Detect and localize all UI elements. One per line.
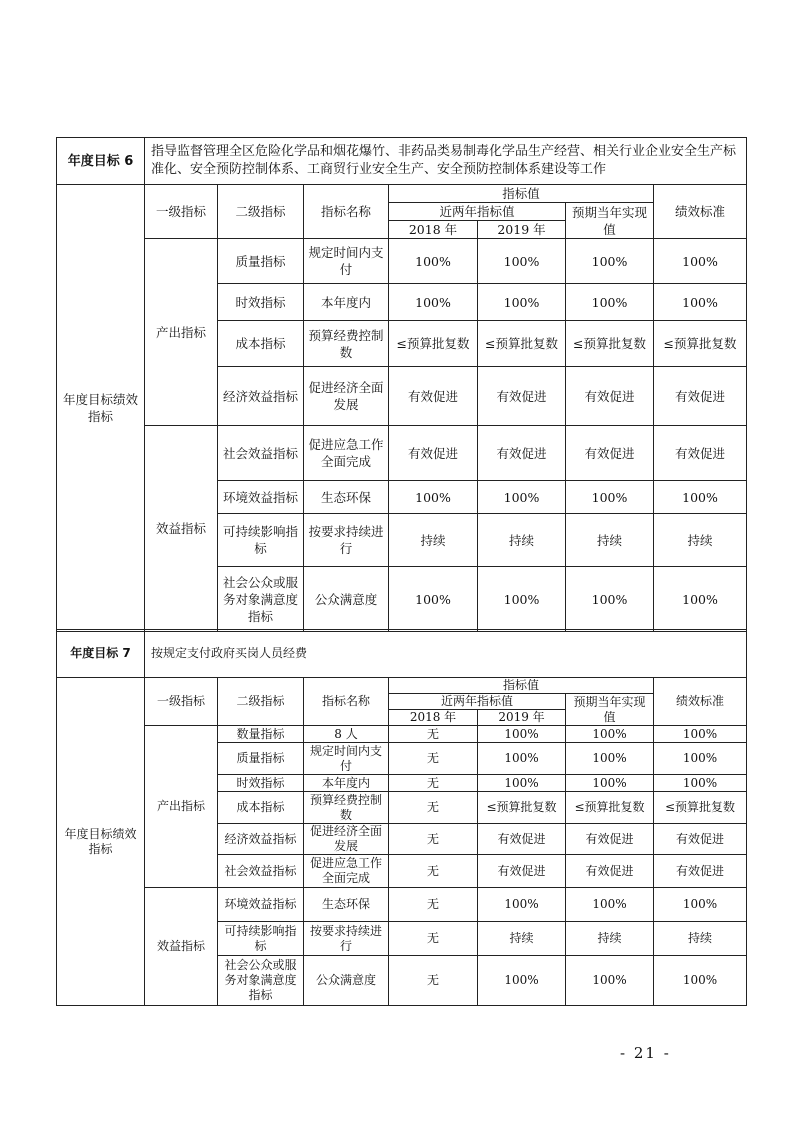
indicator-name: 本年度内 [304, 775, 389, 792]
value-standard: 持续 [654, 514, 747, 567]
value-2019: 100% [478, 284, 566, 321]
value-2018: ≤预算批复数 [389, 321, 478, 367]
goal6-label: 年度目标 6 [57, 138, 145, 185]
value-2019: 有效促进 [478, 367, 566, 426]
value-standard: 100% [654, 956, 747, 1006]
level2-cell: 可持续影响指标 [218, 514, 304, 567]
header-level2: 二级指标 [218, 678, 304, 726]
value-expected: 有效促进 [566, 824, 654, 855]
value-standard: 有效促进 [654, 824, 747, 855]
level2-cell: 成本指标 [218, 792, 304, 824]
value-expected: ≤预算批复数 [566, 792, 654, 824]
value-standard: 有效促进 [654, 367, 747, 426]
level2-cell: 时效指标 [218, 775, 304, 792]
indicator-name: 按要求持续进行 [304, 514, 389, 567]
level2-cell: 成本指标 [218, 321, 304, 367]
goal7-text: 按规定支付政府买岗人员经费 [145, 630, 747, 678]
value-expected: 有效促进 [566, 367, 654, 426]
value-standard: 100% [654, 284, 747, 321]
value-standard: 100% [654, 743, 747, 775]
category-benefit: 效益指标 [145, 426, 218, 632]
value-2019: ≤预算批复数 [478, 321, 566, 367]
value-2018: 无 [389, 824, 478, 855]
value-2019: 100% [478, 743, 566, 775]
indicator-name: 促进应急工作全面完成 [304, 855, 389, 888]
value-expected: 100% [566, 284, 654, 321]
header-2018: 2018 年 [389, 221, 478, 239]
value-expected: 100% [566, 775, 654, 792]
indicator-name: 按要求持续进行 [304, 922, 389, 956]
value-standard: 持续 [654, 922, 747, 956]
page-number: - 21 - [620, 1044, 671, 1062]
value-2018: 100% [389, 239, 478, 284]
level2-cell: 质量指标 [218, 239, 304, 284]
value-standard: 100% [654, 567, 747, 632]
value-expected: 100% [566, 743, 654, 775]
value-standard: 100% [654, 481, 747, 514]
perf-label: 年度目标绩效指标 [57, 678, 145, 1006]
value-2018: 100% [389, 481, 478, 514]
value-expected: 持续 [566, 922, 654, 956]
value-2018: 100% [389, 284, 478, 321]
header-value: 指标值 [389, 185, 654, 203]
header-value: 指标值 [389, 678, 654, 694]
indicator-name: 公众满意度 [304, 956, 389, 1006]
level2-cell: 社会效益指标 [218, 426, 304, 481]
table-row [57, 726, 747, 743]
indicator-name: 规定时间内支付 [304, 239, 389, 284]
goal7-table [56, 629, 747, 1006]
value-2019: 100% [478, 481, 566, 514]
value-2018: 无 [389, 792, 478, 824]
value-2018: 无 [389, 743, 478, 775]
value-standard: 100% [654, 239, 747, 284]
category-benefit: 效益指标 [145, 888, 218, 1006]
value-expected: ≤预算批复数 [566, 321, 654, 367]
level2-cell: 社会效益指标 [218, 855, 304, 888]
header-2018: 2018 年 [389, 710, 478, 726]
value-2018: 有效促进 [389, 426, 478, 481]
level2-cell: 社会公众或服务对象满意度指标 [218, 567, 304, 632]
value-2019: 持续 [478, 514, 566, 567]
level2-cell: 可持续影响指标 [218, 922, 304, 956]
goal6-text: 指导监督管理全区危险化学品和烟花爆竹、非药品类易制毒化学品生产经营、相关行业企业安全生产标准化、安全预防控制体系、工商贸行业安全生产、安全预防控制体系建设等工作 [145, 138, 747, 185]
indicator-name: 本年度内 [304, 284, 389, 321]
header-2019: 2019 年 [478, 221, 566, 239]
value-standard: 有效促进 [654, 855, 747, 888]
value-expected: 有效促进 [566, 855, 654, 888]
header-expected: 预期当年实现值 [566, 203, 654, 239]
value-standard: 100% [654, 726, 747, 743]
level2-cell: 数量指标 [218, 726, 304, 743]
indicator-name: 促进经济全面发展 [304, 367, 389, 426]
value-2019: 有效促进 [478, 824, 566, 855]
table-row [57, 426, 747, 481]
indicator-name: 规定时间内支付 [304, 743, 389, 775]
value-2018: 100% [389, 567, 478, 632]
header-name: 指标名称 [304, 185, 389, 239]
goal7-label: 年度目标 7 [57, 630, 145, 678]
indicator-name: 公众满意度 [304, 567, 389, 632]
header-recent: 近两年指标值 [389, 694, 566, 710]
value-2018: 无 [389, 726, 478, 743]
value-2019: 100% [478, 888, 566, 922]
indicator-name: 生态环保 [304, 481, 389, 514]
value-expected: 100% [566, 481, 654, 514]
perf-label: 年度目标绩效指标 [57, 185, 145, 632]
value-expected: 持续 [566, 514, 654, 567]
value-2018: 无 [389, 956, 478, 1006]
value-2019: 100% [478, 239, 566, 284]
value-2019: 持续 [478, 922, 566, 956]
value-2019: ≤预算批复数 [478, 792, 566, 824]
level2-cell: 经济效益指标 [218, 824, 304, 855]
value-standard: ≤预算批复数 [654, 792, 747, 824]
table-row [57, 239, 747, 284]
goal6-table [56, 137, 747, 632]
value-standard: 有效促进 [654, 426, 747, 481]
category-output: 产出指标 [145, 726, 218, 888]
value-2018: 无 [389, 922, 478, 956]
value-2018: 无 [389, 775, 478, 792]
table-row [57, 888, 747, 922]
header-level1: 一级指标 [145, 678, 218, 726]
header-expected: 预期当年实现值 [566, 694, 654, 726]
header-standard: 绩效标准 [654, 185, 747, 239]
value-2018: 无 [389, 855, 478, 888]
header-name: 指标名称 [304, 678, 389, 726]
indicator-name: 预算经费控制数 [304, 321, 389, 367]
level2-cell: 环境效益指标 [218, 481, 304, 514]
value-2019: 100% [478, 726, 566, 743]
value-2018: 持续 [389, 514, 478, 567]
value-expected: 100% [566, 567, 654, 632]
indicator-name: 生态环保 [304, 888, 389, 922]
value-standard: 100% [654, 888, 747, 922]
header-level2: 二级指标 [218, 185, 304, 239]
level2-cell: 经济效益指标 [218, 367, 304, 426]
category-output: 产出指标 [145, 239, 218, 426]
value-expected: 100% [566, 726, 654, 743]
indicator-name: 促进经济全面发展 [304, 824, 389, 855]
header-level1: 一级指标 [145, 185, 218, 239]
value-2019: 100% [478, 775, 566, 792]
value-2019: 有效促进 [478, 855, 566, 888]
header-standard: 绩效标准 [654, 678, 747, 726]
level2-cell: 质量指标 [218, 743, 304, 775]
level2-cell: 社会公众或服务对象满意度指标 [218, 956, 304, 1006]
value-expected: 100% [566, 956, 654, 1006]
header-recent: 近两年指标值 [389, 203, 566, 221]
indicator-name: 8 人 [304, 726, 389, 743]
value-expected: 100% [566, 888, 654, 922]
value-2019: 100% [478, 567, 566, 632]
value-2018: 无 [389, 888, 478, 922]
value-standard: ≤预算批复数 [654, 321, 747, 367]
value-2019: 有效促进 [478, 426, 566, 481]
value-standard: 100% [654, 775, 747, 792]
header-2019: 2019 年 [478, 710, 566, 726]
level2-cell: 时效指标 [218, 284, 304, 321]
value-2019: 100% [478, 956, 566, 1006]
indicator-name: 预算经费控制数 [304, 792, 389, 824]
value-expected: 有效促进 [566, 426, 654, 481]
value-2018: 有效促进 [389, 367, 478, 426]
value-expected: 100% [566, 239, 654, 284]
level2-cell: 环境效益指标 [218, 888, 304, 922]
indicator-name: 促进应急工作全面完成 [304, 426, 389, 481]
